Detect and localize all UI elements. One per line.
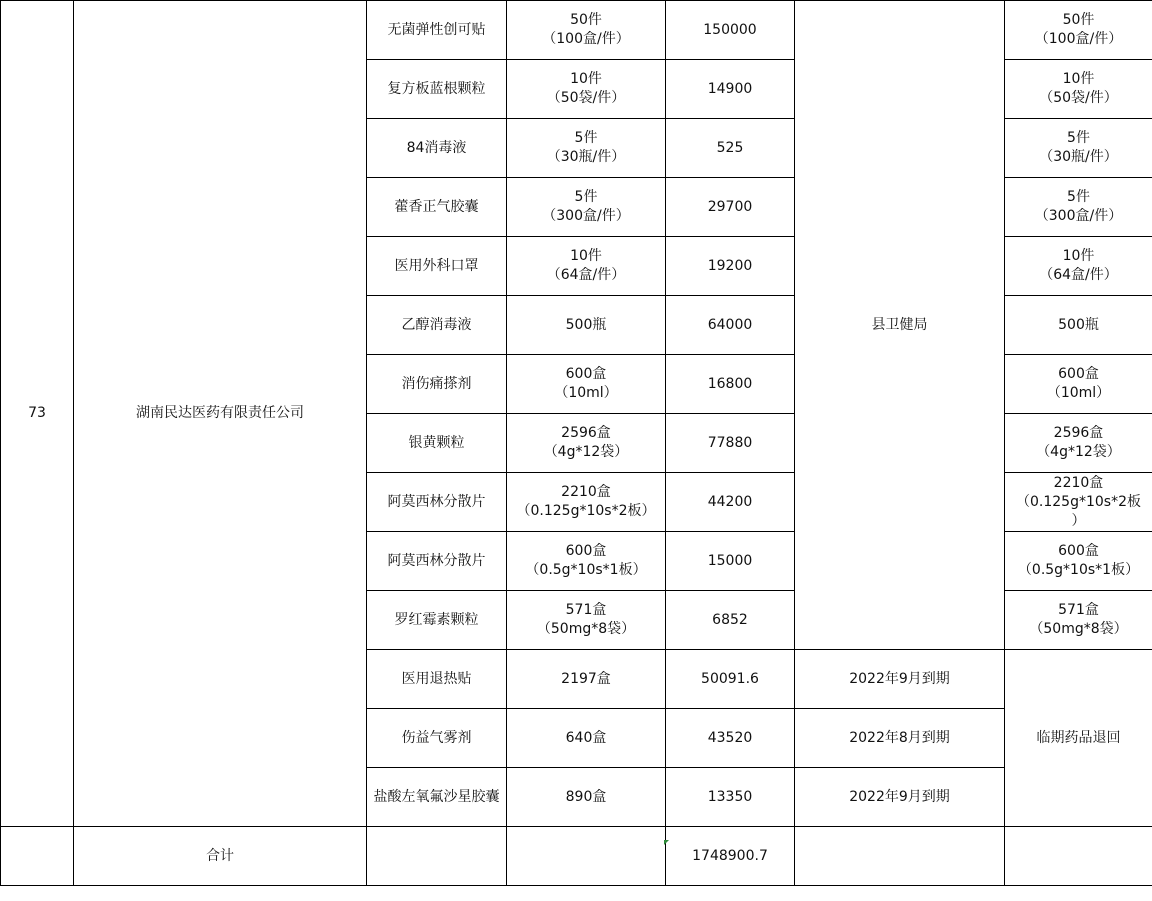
note-cell <box>1005 178 1152 237</box>
amount-cell: 6852 <box>666 591 795 650</box>
quantity-cell <box>507 591 666 650</box>
item-name-cell: 阿莫西林分散片 <box>367 473 507 532</box>
item-name-cell: 藿香正气胶囊 <box>367 178 507 237</box>
amount-cell: 19200 <box>666 237 795 296</box>
total-empty-cell <box>1005 827 1152 886</box>
quantity-cell-line: 600盒 <box>565 543 607 559</box>
quantity-cell-line: （100盒/件） <box>542 31 630 47</box>
quantity-cell <box>507 119 666 178</box>
amount-cell: 50091.6 <box>666 650 795 709</box>
quantity-cell-line: （0.5g*10s*1板） <box>525 562 647 578</box>
note-cell <box>1005 414 1152 473</box>
item-name-cell: 伤益气雾剂 <box>367 709 507 768</box>
quantity-cell-line: （10ml） <box>554 385 618 401</box>
amount-cell: 13350 <box>666 768 795 827</box>
note-cell-line: 500瓶 <box>1058 316 1099 333</box>
table-body <box>1 1 1152 886</box>
note-cell-line: （0.5g*10s*1板） <box>1017 562 1140 578</box>
quantity-cell <box>507 473 666 532</box>
item-name-cell: 乙醇消毒液 <box>367 296 507 355</box>
quantity-cell-line: 500瓶 <box>565 316 607 333</box>
quantity-cell-line: （64盒/件） <box>546 267 626 283</box>
note-cell-line: （50mg*8袋） <box>1029 621 1128 637</box>
note-cell <box>1005 237 1152 296</box>
expiry-cell: 2022年9月到期 <box>795 768 1005 827</box>
total-empty-cell <box>507 827 666 886</box>
quantity-cell <box>507 296 666 355</box>
item-name-cell: 罗红霉素颗粒 <box>367 591 507 650</box>
note-cell-line: 10件 <box>1062 71 1095 87</box>
recipient-cell: 县卫健局 <box>795 1 1005 650</box>
cell-corner-marker <box>664 840 669 845</box>
quantity-cell-line: 600盒 <box>565 366 607 382</box>
quantity-cell-line: 5件 <box>574 130 598 146</box>
quantity-cell-line: （0.125g*10s*2板） <box>516 503 656 519</box>
note-cell <box>1005 60 1152 119</box>
quantity-cell: 640盒 <box>507 709 666 768</box>
amount-cell: 64000 <box>666 296 795 355</box>
note-cell <box>1005 1 1152 60</box>
amount-cell: 77880 <box>666 414 795 473</box>
expiring-return-cell: 临期药品退回 <box>1005 650 1152 827</box>
quantity-cell <box>507 60 666 119</box>
quantity-cell: 890盒 <box>507 768 666 827</box>
note-cell-line: （4g*12袋） <box>1036 444 1121 460</box>
total-row <box>1 827 1152 886</box>
expiry-cell: 2022年9月到期 <box>795 650 1005 709</box>
note-cell-line: 571盒 <box>1058 602 1099 618</box>
note-cell-line: ） <box>1071 512 1086 529</box>
note-cell-line: （30瓶/件） <box>1039 149 1118 165</box>
quantity-cell-line: 5件 <box>574 189 598 205</box>
quantity-cell-line: 571盒 <box>565 602 607 618</box>
note-cell-line: 5件 <box>1067 189 1090 205</box>
note-cell-line: （300盒/件） <box>1034 208 1123 224</box>
note-cell-line: 2210盒 <box>1053 474 1104 491</box>
note-cell-line: 2596盒 <box>1053 425 1104 441</box>
note-cell <box>1005 355 1152 414</box>
quantity-cell-line: （30瓶/件） <box>546 149 626 165</box>
quantity-cell: 2197盒 <box>507 650 666 709</box>
total-label-cell: 合计 <box>74 827 367 886</box>
company-cell: 湖南民达医药有限责任公司 <box>74 1 367 827</box>
item-name-cell: 医用退热贴 <box>367 650 507 709</box>
note-cell <box>1005 473 1152 532</box>
quantity-cell <box>507 1 666 60</box>
note-cell-line: 600盒 <box>1058 366 1099 382</box>
total-empty-cell <box>1 827 74 886</box>
item-name-cell: 阿莫西林分散片 <box>367 532 507 591</box>
table-row <box>1 1 1152 60</box>
note-cell-line: （64盒/件） <box>1039 267 1118 283</box>
quantity-cell <box>507 355 666 414</box>
amount-cell: 150000 <box>666 1 795 60</box>
quantity-cell-line: 10件 <box>570 71 602 87</box>
amount-cell: 14900 <box>666 60 795 119</box>
note-cell-line: （100盒/件） <box>1034 31 1123 47</box>
quantity-cell-line: 10件 <box>570 248 602 264</box>
amount-cell: 16800 <box>666 355 795 414</box>
item-name-cell: 盐酸左氧氟沙星胶囊 <box>367 768 507 827</box>
quantity-cell <box>507 178 666 237</box>
amount-cell: 43520 <box>666 709 795 768</box>
note-cell-line: 10件 <box>1062 248 1095 264</box>
quantity-cell-line: 50件 <box>570 12 602 28</box>
item-name-cell: 复方板蓝根颗粒 <box>367 60 507 119</box>
quantity-cell <box>507 532 666 591</box>
note-cell-line: （10ml） <box>1046 385 1111 401</box>
expiry-cell: 2022年8月到期 <box>795 709 1005 768</box>
amount-cell: 44200 <box>666 473 795 532</box>
note-cell <box>1005 119 1152 178</box>
note-cell-line: 600盒 <box>1058 543 1099 559</box>
item-name-cell: 84消毒液 <box>367 119 507 178</box>
note-cell-line: 5件 <box>1067 130 1090 146</box>
quantity-cell-line: （50mg*8袋） <box>536 621 636 637</box>
total-empty-cell <box>367 827 507 886</box>
quantity-cell-line: 2596盒 <box>561 425 611 441</box>
quantity-cell-line: （4g*12袋） <box>543 444 629 460</box>
quantity-cell-line: （300盒/件） <box>542 208 630 224</box>
total-amount-cell: 1748900.7 <box>666 827 795 886</box>
item-name-cell: 银黄颗粒 <box>367 414 507 473</box>
item-name-cell: 医用外科口罩 <box>367 237 507 296</box>
note-cell <box>1005 296 1152 355</box>
amount-cell: 29700 <box>666 178 795 237</box>
note-cell <box>1005 591 1152 650</box>
item-name-cell: 无菌弹性创可贴 <box>367 1 507 60</box>
amount-cell: 525 <box>666 119 795 178</box>
note-cell-line: （50袋/件） <box>1039 90 1118 106</box>
quantity-cell <box>507 414 666 473</box>
note-cell <box>1005 532 1152 591</box>
amount-cell: 15000 <box>666 532 795 591</box>
item-name-cell: 消伤痛搽剂 <box>367 355 507 414</box>
quantity-cell-line: （50袋/件） <box>546 90 626 106</box>
note-cell-line: （0.125g*10s*2板 <box>1016 493 1141 510</box>
quantity-cell <box>507 237 666 296</box>
note-cell-line: 50件 <box>1062 12 1095 28</box>
total-empty-cell <box>795 827 1005 886</box>
quantity-cell-line: 2210盒 <box>561 484 611 500</box>
row-number-cell: 73 <box>1 1 74 827</box>
